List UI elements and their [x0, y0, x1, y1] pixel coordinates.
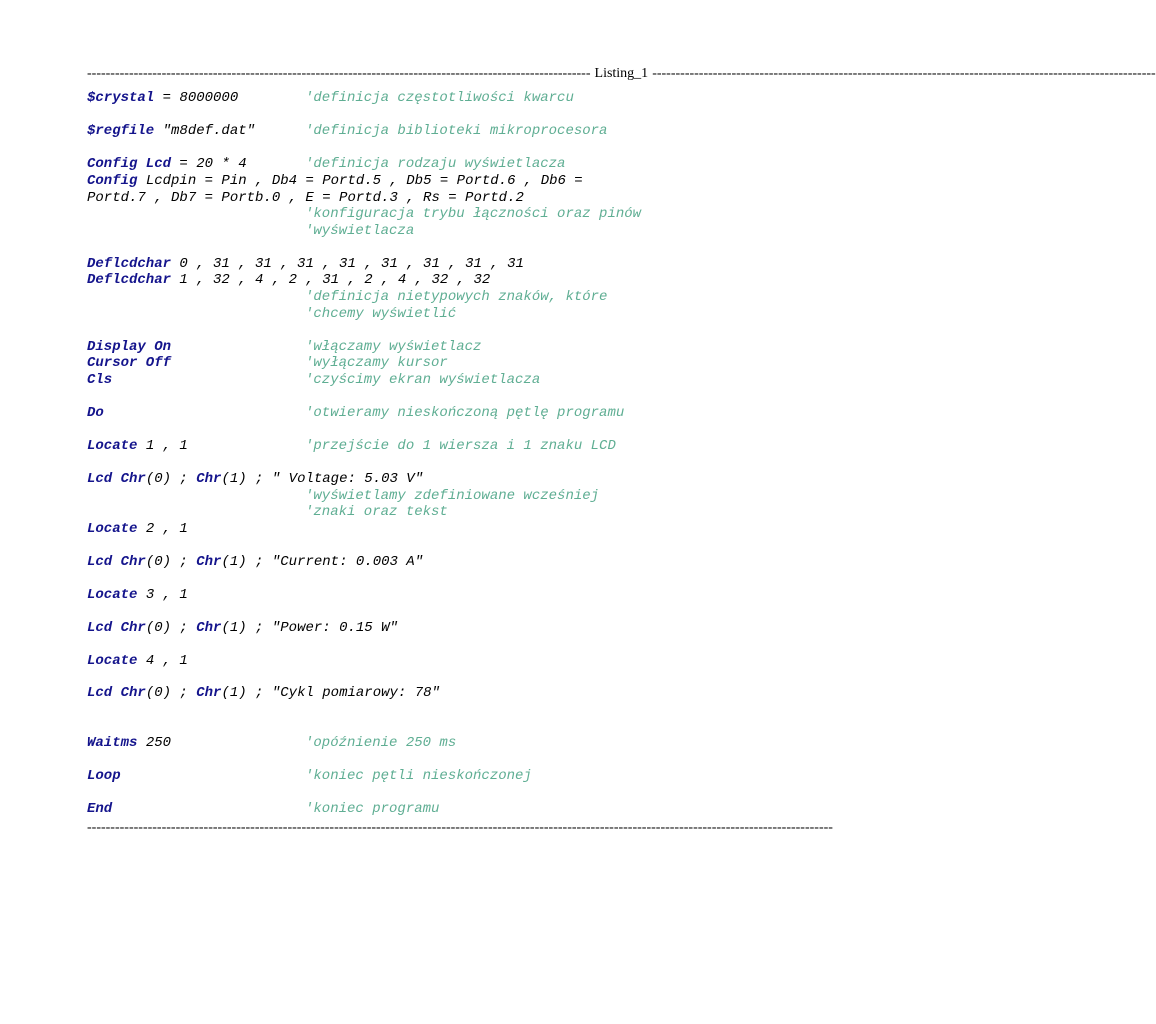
code-comment: 'włączamy wyświetlacz — [305, 339, 482, 355]
code-args: (0) ; — [145, 685, 197, 701]
code-args: 2 , 1 — [137, 521, 188, 537]
code-line-end: End — [87, 801, 113, 817]
code-keyword: Deflcdchar — [87, 272, 172, 288]
code-line-config-lcdpin-cont: Portd.7 , Db7 = Portb.0 , E = Portd.3 , Rs = Portd.2 — [87, 190, 524, 206]
code-line-display-on: Display On — [87, 339, 172, 355]
code-args: (1) ; — [221, 471, 272, 487]
code-keyword: Lcd Chr — [87, 471, 146, 487]
code-line-lcd-1 — [87, 471, 423, 488]
code-comment: 'znaki oraz tekst — [305, 504, 448, 520]
code-keyword: Chr — [196, 620, 222, 636]
code-comment: 'chcemy wyświetlić — [305, 306, 457, 322]
code-comment: 'definicja rodzaju wyświetlacza — [305, 156, 566, 172]
code-string: " Voltage: 5.03 V" — [271, 471, 424, 487]
code-line-cursor-off: Cursor Off — [87, 355, 172, 371]
code-args: (1) ; — [221, 685, 272, 701]
code-comment: 'otwieramy nieskończoną pętlę programu — [305, 405, 625, 421]
code-keyword: Lcd Chr — [87, 620, 146, 636]
code-line-waitms — [87, 735, 171, 752]
code-comment: 'konfiguracja trybu łączności oraz pinów — [305, 206, 642, 222]
code-keyword: Waitms — [87, 735, 138, 751]
code-comment: 'koniec pętli nieskończonej — [305, 768, 532, 784]
code-line-lcd-4 — [87, 685, 440, 702]
code-line-do: Do — [87, 405, 104, 421]
listing-header — [87, 66, 1156, 82]
code-comment: 'czyścimy ekran wyświetlacza — [305, 372, 541, 388]
code-comment: 'wyświetlamy zdefiniowane wcześniej — [305, 488, 600, 504]
code-comment: 'opóźnienie 250 ms — [305, 735, 457, 751]
code-args: 1 , 32 , 4 , 2 , 31 , 2 , 4 , 32 , 32 — [171, 272, 491, 288]
code-args: 4 , 1 — [137, 653, 188, 669]
code-comment: 'przejście do 1 wiersza i 1 znaku LCD — [305, 438, 616, 454]
code-args: 1 , 1 — [137, 438, 188, 454]
code-string: "Power: 0.15 W" — [271, 620, 398, 636]
code-args: (0) ; — [145, 620, 197, 636]
code-keyword: Locate — [87, 521, 138, 537]
code-line-locate-3 — [87, 587, 188, 604]
code-keyword: Locate — [87, 587, 138, 603]
code-args: 0 , 31 , 31 , 31 , 31 , 31 , 31 , 31 , 31 — [171, 256, 524, 272]
code-args: (1) ; — [221, 620, 272, 636]
code-keyword: Deflcdchar — [87, 256, 172, 272]
listing-title: Listing_1 — [594, 66, 649, 81]
code-line-regfile — [87, 123, 255, 140]
code-keyword: Chr — [196, 471, 222, 487]
code-line-config-lcdpin — [87, 173, 583, 190]
code-line-lcd-3 — [87, 620, 398, 637]
code-keyword: Lcd Chr — [87, 685, 146, 701]
code-args: (0) ; — [145, 471, 197, 487]
code-keyword: $crystal — [87, 90, 155, 106]
code-line-deflcdchar-1 — [87, 272, 490, 289]
code-line-loop: Loop — [87, 768, 121, 784]
header-rule-left: ------------------------------------------------------------------------------------------------------------ — [87, 66, 591, 81]
code-args: 250 — [137, 735, 172, 751]
code-keyword: Chr — [196, 554, 222, 570]
code-args: (0) ; — [145, 554, 197, 570]
code-comment: 'wyłączamy kursor — [305, 355, 448, 371]
code-line-lcd-2 — [87, 554, 423, 571]
code-string: "Current: 0.003 A" — [271, 554, 424, 570]
code-args: Lcdpin = Pin , Db4 = Portd.5 , Db5 = Portd.6 , Db6 = — [137, 173, 583, 189]
code-line-config-lcd — [87, 156, 247, 173]
code-args: = 8000000 — [154, 90, 239, 106]
footer-rule: ---------------------------------------------------------------------------------------------------------------------------------------------------------------- — [87, 820, 833, 835]
code-keyword: Chr — [196, 685, 222, 701]
code-keyword: Config — [87, 173, 138, 189]
code-args: (1) ; — [221, 554, 272, 570]
code-args: 3 , 1 — [137, 587, 188, 603]
code-comment: 'wyświetlacza — [305, 223, 415, 239]
code-args: "m8def.dat" — [154, 123, 256, 139]
code-line-locate-4 — [87, 653, 188, 670]
code-string: "Cykl pomiarowy: 78" — [271, 685, 440, 701]
code-line-deflcdchar-0 — [87, 256, 524, 273]
header-rule-right: ------------------------------------------------------------------------------------------------------------ — [652, 66, 1156, 81]
code-keyword: Config Lcd — [87, 156, 172, 172]
code-args: = 20 * 4 — [171, 156, 247, 172]
code-line-crystal — [87, 90, 238, 107]
code-keyword: Lcd Chr — [87, 554, 146, 570]
code-keyword: Locate — [87, 438, 138, 454]
code-comment: 'definicja częstotliwości kwarcu — [305, 90, 574, 106]
code-line-locate-2 — [87, 521, 188, 538]
code-line-cls: Cls — [87, 372, 113, 388]
code-comment: 'definicja nietypowych znaków, które — [305, 289, 608, 305]
code-keyword: $regfile — [87, 123, 155, 139]
code-comment: 'koniec programu — [305, 801, 440, 817]
code-comment: 'definicja biblioteki mikroprocesora — [305, 123, 608, 139]
code-line-locate-1 — [87, 438, 188, 455]
code-keyword: Locate — [87, 653, 138, 669]
